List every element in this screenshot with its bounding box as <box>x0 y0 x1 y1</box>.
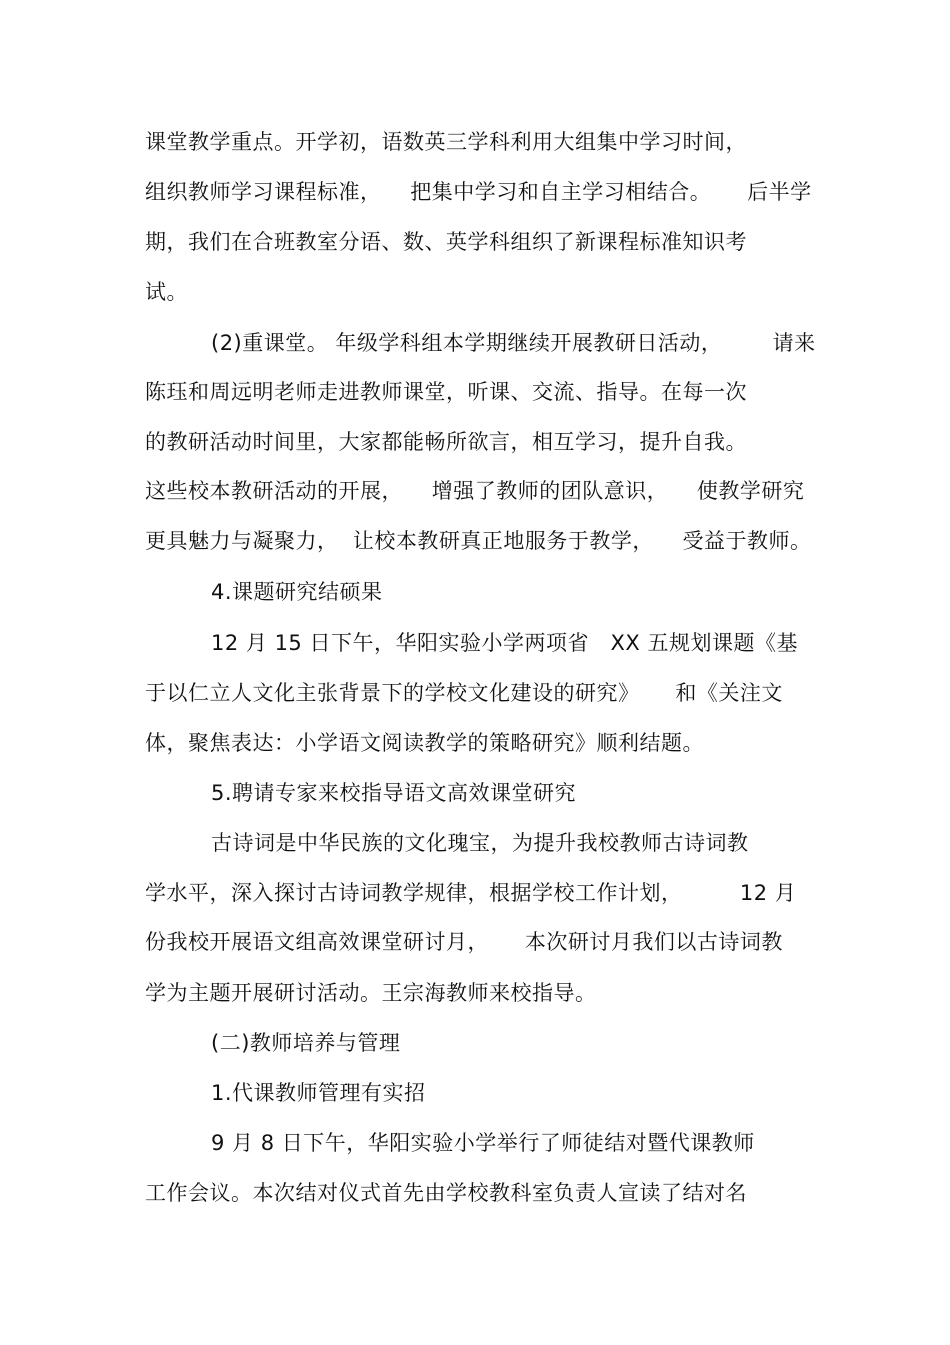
text-line: 课堂教学重点。开学初，语数英三学科利用大组集中学习时间， <box>145 130 747 154</box>
text-line: 的教研活动时间里，大家都能畅所欲言，相互学习，提升自我。 <box>145 430 747 454</box>
text-line: 古诗词是中华民族的文化瑰宝，为提升我校教师古诗词教 <box>211 831 749 855</box>
text-line: 学水平，深入探讨古诗词教学规律，根据学校工作计划， 12 月 <box>145 881 797 905</box>
text-line: (2)重课堂。 年级学科组本学期继续开展教研日活动， 请来 <box>211 331 816 355</box>
text-line: 陈珏和周远明老师走进教师课堂，听课、交流、指导。在每一次 <box>145 380 747 404</box>
text-line: 份我校开展语文组高效课堂研讨月， 本次研讨月我们以古诗词教 <box>145 930 783 954</box>
text-line: 期，我们在合班教室分语、数、英学科组织了新课程标准知识考 <box>145 230 747 254</box>
section-heading: 1.代课教师管理有实招 <box>211 1081 426 1105</box>
text-line: 学为主题开展研讨活动。王宗海教师来校指导。 <box>145 981 597 1005</box>
text-line: 更具魅力与凝聚力， 让校本教研真正地服务于教学， 受益于教师。 <box>145 529 812 553</box>
text-line: 体，聚焦表达：小学语文阅读教学的策略研究》顺利结题。 <box>145 731 704 755</box>
section-heading: 5.聘请专家来校指导语文高效课堂研究 <box>211 781 577 805</box>
text-line: 9 月 8 日下午，华阳实验小学举行了师徒结对暨代课教师 <box>211 1131 755 1155</box>
section-heading: (二)教师培养与管理 <box>211 1031 401 1055</box>
text-line: 试。 <box>145 280 188 304</box>
text-line: 12 月 15 日下午，华阳实验小学两项省 XX 五规划课题《基 <box>211 631 798 655</box>
text-line: 工作会议。本次结对仪式首先由学校教科室负责人宣读了结对名 <box>145 1181 747 1205</box>
text-line: 这些校本教研活动的开展， 增强了教师的团队意识， 使教学研究 <box>145 479 805 503</box>
section-heading: 4.课题研究结硕果 <box>211 580 383 604</box>
text-line: 组织教师学习课程标准， 把集中学习和自主学习相结合。 后半学 <box>145 180 812 204</box>
text-line: 于以仁立人文化主张背景下的学校文化建设的研究》 和《关注文 <box>145 681 783 705</box>
